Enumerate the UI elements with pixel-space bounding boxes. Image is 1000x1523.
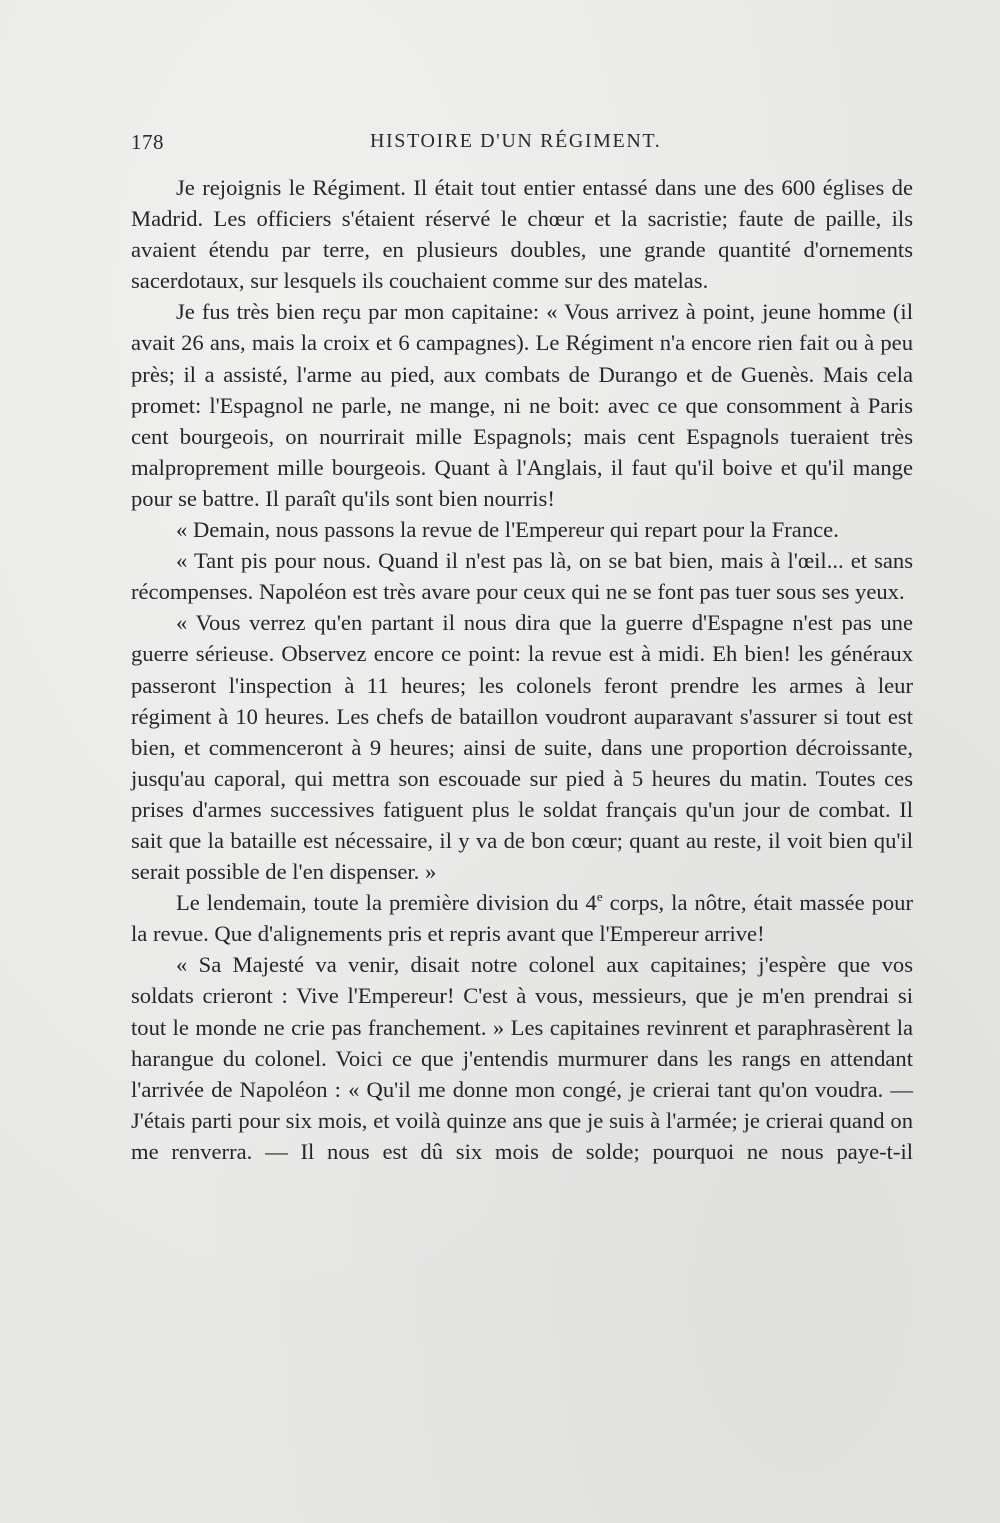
- paragraph-text: corps, la nôtre, était massée pour la revue. Que d'alignements pris et repris avant que l'Empereur arrive!: [131, 890, 913, 947]
- running-title: HISTOIRE D'UN RÉGIMENT.: [370, 130, 662, 152]
- paragraph: Je rejoignis le Régiment. Il était tout entier entassé dans une des 600 églises de Madrid. Les officiers s'étaient réservé le chœur et la sacristie; faute de paille, ils avaient étendu par terre, en plusieurs doubles, une grande quantité d'ornements sacerdotaux, sur lesquels ils couchaient comme sur des matelas.: [131, 175, 913, 294]
- body-text: [131, 172, 913, 1167]
- running-head: [131, 128, 914, 160]
- paragraph: [131, 887, 913, 949]
- paragraph: « Vous verrez qu'en partant il nous dira que la guerre d'Espagne n'est pas une guerre sérieuse. Observez encore ce point: la revue est à midi. Eh bien! les généraux passeront l'inspection à 11 heures; les colonels feront prendre les armes à leur régiment à 10 heures. Les chefs de bataillon voudront auparavant s'assurer si tout est bien, et commenceront à 9 heures; ainsi de suite, dans une proportion décroissante, jusqu'au caporal, qui mettra son escouade sur pied à 5 heures du matin. Toutes ces prises d'armes successives fatiguent plus le soldat français qu'un jour de combat. Il sait que la bataille est nécessaire, il y va de bon cœur; quant au reste, il voit bien qu'il serait possible de l'en dispenser. »: [131, 610, 913, 885]
- paragraph: Je fus très bien reçu par mon capitaine: « Vous arrivez à point, jeune homme (il avait 26 ans, mais la croix et 6 campagnes). Le Régiment n'a encore rien fait ou à peu près; il a assisté, l'arme au pied, aux combats de Durango et de Guenès. Mais cela promet: l'Espagnol ne parle, ne mange, ni ne boit: avec ce que consomment à Paris cent bourgeois, on nourrirait mille Espagnols; mais cent Espagnols tueraient très malproprement mille bourgeois. Quant à l'Anglais, il faut qu'il boive et qu'il mange pour se battre. Il paraît qu'ils sont bien nourris!: [131, 299, 913, 511]
- page-number: 178: [131, 130, 164, 154]
- paragraph: « Sa Majesté va venir, disait notre colonel aux capitaines; j'espère que vos soldats crieront : Vive l'Empereur! C'est à vous, messieurs, que je m'en prendrai si tout le monde ne crie pas franchement. » Les capitaines revinrent et paraphrasèrent la harangue du colonel. Voici ce que j'entendis murmurer dans les rangs en attendant l'arrivée de Napoléon : « Qu'il me donne mon congé, je crierai tant qu'on voudra. — J'étais parti pour six mois, et voilà quinze ans que je suis à l'armée; je crierai quand on me renverra. — Il nous est dû six mois de solde; pourquoi ne nous paye-t-il: [131, 952, 913, 1164]
- paragraph-text: Le lendemain, toute la première division du 4: [176, 890, 597, 916]
- paragraph: « Demain, nous passons la revue de l'Empereur qui repart pour la France.: [176, 517, 839, 543]
- paragraph: « Tant pis pour nous. Quand il n'est pas là, on se bat bien, mais à l'œil... et sans récompenses. Napoléon est très avare pour ceux qui ne se font pas tuer sous ses yeux.: [131, 548, 913, 605]
- ordinal-superscript: e: [596, 889, 603, 905]
